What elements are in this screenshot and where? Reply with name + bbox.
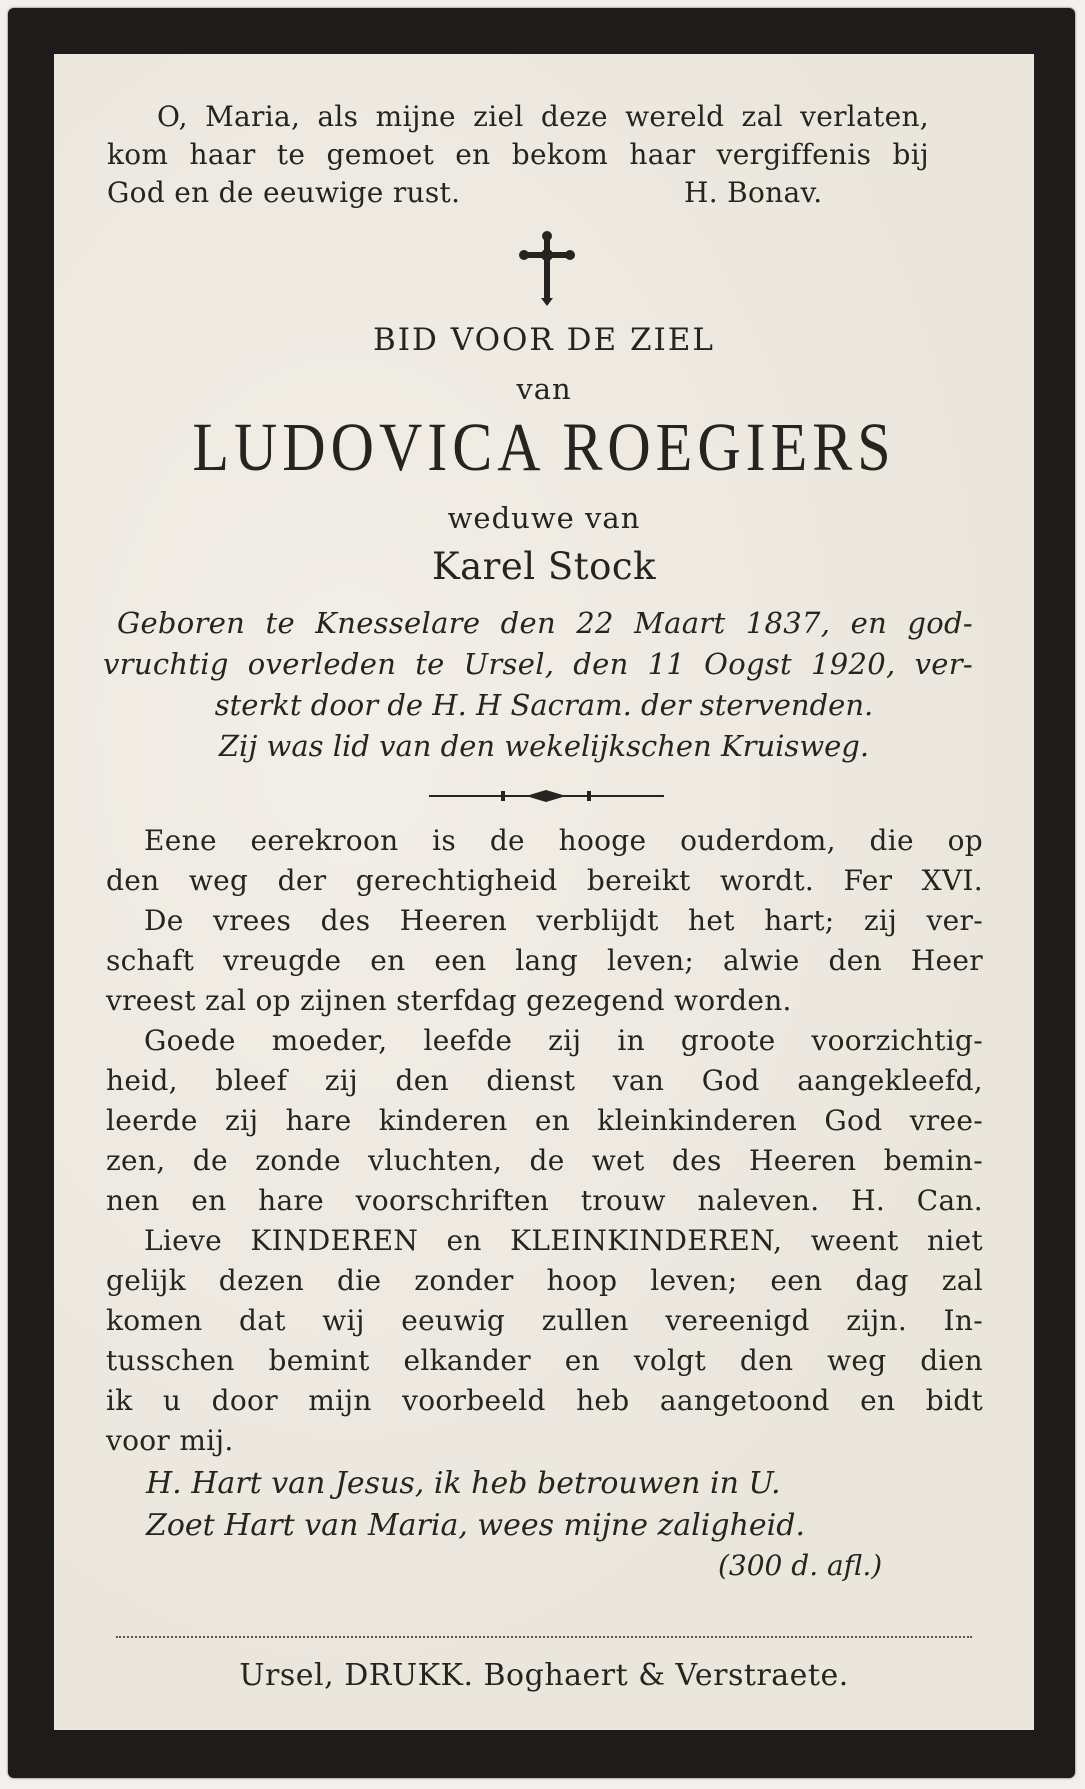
- quote-line-2: kom haar te gemoet en bekom haar vergiffenis bij: [107, 138, 929, 171]
- body-line-9: zen, de zonde vluchten, de wet des Heeren bemin-: [106, 1144, 983, 1177]
- widow-label: weduwe van: [447, 501, 641, 535]
- deceased-name: LUDOVICA ROEGIERS: [192, 409, 896, 486]
- body-line-8: leerde zij hare kinderen en kleinkinderen God vree-: [106, 1104, 983, 1137]
- body-line-5: vreest zal op zijnen sterfdag gezegend worden.: [106, 984, 792, 1017]
- card-paper: [54, 54, 1034, 1730]
- body-line-10: nen en hare voorschriften trouw naleven. H. Can.: [106, 1184, 983, 1217]
- husband-name: Karel Stock: [431, 545, 656, 588]
- body-line-3: De vrees des Heeren verblijdt het hart; zij ver-: [144, 904, 983, 937]
- body-line-4: schaft vreugde en een lang leven; alwie den Heer: [106, 944, 983, 977]
- quote-line-1: O, Maria, als mijne ziel deze wereld zal verlaten,: [157, 100, 929, 133]
- body-line-12: gelijk dezen die zonder hoop leven; een dag zal: [106, 1264, 983, 1297]
- prayer-heading: BID VOOR DE ZIEL: [373, 322, 715, 358]
- body-line-2: den weg der gerechtigheid bereikt wordt. Fer XVI.: [106, 864, 983, 897]
- memorial-card: [8, 8, 1075, 1778]
- body-line-11: Lieve KINDEREN en KLEINKINDEREN, weent niet: [144, 1224, 983, 1257]
- quote-author: H. Bonav.: [684, 176, 823, 209]
- bio-line-3: sterkt door de H. H Sacram. der stervenden.: [214, 688, 874, 722]
- body-line-6: Goede moeder, leefde zij in groote voorzichtig-: [144, 1024, 983, 1057]
- body-line-1: Eene eerekroon is de hooge ouderdom, die op: [144, 824, 983, 857]
- body-line-15: ik u door mijn voorbeeld heb aangetoond en bidt: [106, 1384, 983, 1417]
- printer-credit: Ursel, DRUKK. Boghaert & Verstraete.: [239, 1658, 849, 1693]
- closing-line-2: Zoet Hart van Maria, wees mijne zaligheid.: [146, 1508, 805, 1543]
- van-label: van: [516, 372, 572, 406]
- bio-line-4: Zij was lid van den wekelijkschen Kruisweg.: [218, 729, 870, 763]
- dotted-separator: [116, 1636, 972, 1638]
- quote-line-3: God en de eeuwige rust.: [107, 176, 461, 209]
- body-line-14: tusschen bemint elkander en volgt den weg dien: [106, 1344, 983, 1377]
- bio-line-2: vruchtig overleden te Ursel, den 11 Oogst 1920, ver-: [103, 647, 973, 681]
- cross-icon: [519, 230, 575, 306]
- closing-line-1: H. Hart van Jesus, ik heb betrouwen in U.: [146, 1466, 781, 1501]
- bio-line-1: Geboren te Knesselare den 22 Maart 1837, en god-: [117, 606, 973, 640]
- body-line-16: voor mij.: [106, 1424, 234, 1457]
- body-line-7: heid, bleef zij den dienst van God aangekleefd,: [106, 1064, 983, 1097]
- indulgence-note: (300 d. afl.): [718, 1549, 883, 1582]
- body-line-13: komen dat wij eeuwig zullen vereenigd zijn. In-: [106, 1304, 983, 1337]
- ornament-divider: [429, 789, 664, 803]
